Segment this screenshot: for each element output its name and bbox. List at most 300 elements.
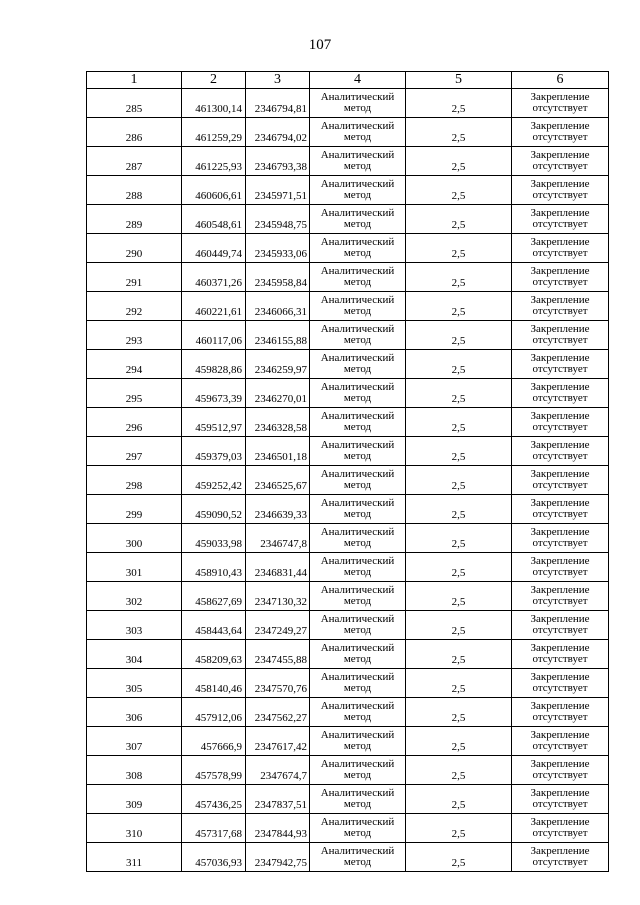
- point-number-cell: 304: [87, 640, 182, 669]
- table-row: [87, 495, 609, 524]
- y-coordinate-cell: 2346066,31: [246, 292, 310, 321]
- error-cell: 2,5: [406, 843, 512, 872]
- method-text-line1: Аналитический: [320, 613, 395, 625]
- fixing-text-line2: отсутствует: [532, 421, 588, 433]
- point-number-cell: 287: [87, 147, 182, 176]
- fixing-cell: [512, 785, 609, 814]
- x-coordinate-cell: 460449,74: [182, 234, 246, 263]
- method-cell: [310, 379, 406, 408]
- table-row: [87, 640, 609, 669]
- method-text-line1: Аналитический: [320, 410, 395, 422]
- method-text-line2: метод: [343, 421, 372, 433]
- x-coordinate-cell: 460548,61: [182, 205, 246, 234]
- fixing-cell: [512, 379, 609, 408]
- point-number-cell: 296: [87, 408, 182, 437]
- fixing-cell: [512, 466, 609, 495]
- method-cell: [310, 205, 406, 234]
- fixing-text-line2: отсутствует: [532, 769, 588, 781]
- point-number-cell: 295: [87, 379, 182, 408]
- table-row: [87, 785, 609, 814]
- table-row: [87, 553, 609, 582]
- error-cell: 2,5: [406, 437, 512, 466]
- fixing-text-line2: отсутствует: [532, 160, 588, 172]
- table-row: [87, 582, 609, 611]
- table-row: [87, 756, 609, 785]
- point-number-cell: 299: [87, 495, 182, 524]
- x-coordinate-cell: 461225,93: [182, 147, 246, 176]
- method-text-line2: метод: [343, 392, 372, 404]
- fixing-text-line1: Закрепление: [530, 352, 590, 364]
- method-text-line1: Аналитический: [320, 642, 395, 654]
- y-coordinate-cell: 2346525,67: [246, 466, 310, 495]
- x-coordinate-cell: 458910,43: [182, 553, 246, 582]
- y-coordinate-cell: 2347562,27: [246, 698, 310, 727]
- fixing-cell: [512, 611, 609, 640]
- fixing-cell: [512, 118, 609, 147]
- y-coordinate-cell: 2347674,7: [246, 756, 310, 785]
- method-cell: [310, 118, 406, 147]
- y-coordinate-cell: 2346793,38: [246, 147, 310, 176]
- fixing-cell: [512, 553, 609, 582]
- method-text-line2: метод: [343, 305, 372, 317]
- fixing-text-line2: отсутствует: [532, 479, 588, 491]
- fixing-text-line2: отсутствует: [532, 276, 588, 288]
- y-coordinate-cell: 2345948,75: [246, 205, 310, 234]
- table-row: [87, 698, 609, 727]
- y-coordinate-cell: 2346794,81: [246, 89, 310, 118]
- method-text-line2: метод: [343, 276, 372, 288]
- fixing-text-line1: Закрепление: [530, 468, 590, 480]
- fixing-text-line2: отсутствует: [532, 508, 588, 520]
- x-coordinate-cell: 459033,98: [182, 524, 246, 553]
- method-cell: [310, 669, 406, 698]
- x-coordinate-cell: 457317,68: [182, 814, 246, 843]
- method-text-line1: Аналитический: [320, 120, 395, 132]
- column-header-3: 3: [246, 72, 310, 89]
- method-text-line2: метод: [343, 334, 372, 346]
- fixing-cell: [512, 437, 609, 466]
- fixing-text-line1: Закрепление: [530, 149, 590, 161]
- fixing-text-line2: отсутствует: [532, 450, 588, 462]
- fixing-text-line1: Закрепление: [530, 642, 590, 654]
- point-number-cell: 303: [87, 611, 182, 640]
- point-number-cell: 310: [87, 814, 182, 843]
- x-coordinate-cell: 460371,26: [182, 263, 246, 292]
- error-cell: 2,5: [406, 350, 512, 379]
- method-cell: [310, 495, 406, 524]
- fixing-cell: [512, 524, 609, 553]
- x-coordinate-cell: 458140,46: [182, 669, 246, 698]
- fixing-cell: [512, 727, 609, 756]
- fixing-text-line2: отсутствует: [532, 363, 588, 375]
- fixing-text-line1: Закрепление: [530, 816, 590, 828]
- fixing-cell: [512, 89, 609, 118]
- error-cell: 2,5: [406, 524, 512, 553]
- fixing-text-line2: отсутствует: [532, 102, 588, 114]
- method-text-line2: метод: [343, 653, 372, 665]
- fixing-cell: [512, 321, 609, 350]
- fixing-text-line2: отсутствует: [532, 189, 588, 201]
- x-coordinate-cell: 461259,29: [182, 118, 246, 147]
- error-cell: 2,5: [406, 408, 512, 437]
- fixing-text-line2: отсутствует: [532, 334, 588, 346]
- fixing-cell: [512, 234, 609, 263]
- page-number: 107: [308, 37, 332, 53]
- method-cell: [310, 785, 406, 814]
- fixing-cell: [512, 669, 609, 698]
- fixing-cell: [512, 756, 609, 785]
- fixing-text-line2: отсутствует: [532, 247, 588, 259]
- error-cell: 2,5: [406, 89, 512, 118]
- point-number-cell: 288: [87, 176, 182, 205]
- fixing-text-line1: Закрепление: [530, 236, 590, 248]
- point-number-cell: 309: [87, 785, 182, 814]
- column-header-5: 5: [406, 72, 512, 89]
- method-cell: [310, 524, 406, 553]
- method-text-line1: Аналитический: [320, 149, 395, 161]
- table-row: [87, 234, 609, 263]
- table-row: [87, 843, 609, 872]
- point-number-cell: 307: [87, 727, 182, 756]
- fixing-cell: [512, 292, 609, 321]
- point-number-cell: 285: [87, 89, 182, 118]
- method-text-line2: метод: [343, 218, 372, 230]
- x-coordinate-cell: 458443,64: [182, 611, 246, 640]
- fixing-cell: [512, 495, 609, 524]
- method-cell: [310, 553, 406, 582]
- table-row: [87, 263, 609, 292]
- x-coordinate-cell: 457912,06: [182, 698, 246, 727]
- point-number-cell: 289: [87, 205, 182, 234]
- y-coordinate-cell: 2346639,33: [246, 495, 310, 524]
- error-cell: 2,5: [406, 640, 512, 669]
- y-coordinate-cell: 2347837,51: [246, 785, 310, 814]
- point-number-cell: 291: [87, 263, 182, 292]
- y-coordinate-cell: 2345958,84: [246, 263, 310, 292]
- method-cell: [310, 263, 406, 292]
- fixing-text-line2: отсутствует: [532, 595, 588, 607]
- table-row: [87, 89, 609, 118]
- point-number-cell: 297: [87, 437, 182, 466]
- table-row: [87, 292, 609, 321]
- method-text-line2: метод: [343, 189, 372, 201]
- method-text-line1: Аналитический: [320, 381, 395, 393]
- column-header-4: 4: [310, 72, 406, 89]
- method-text-line2: метод: [343, 102, 372, 114]
- method-text-line1: Аналитический: [320, 439, 395, 451]
- table-row: [87, 466, 609, 495]
- fixing-text-line1: Закрепление: [530, 439, 590, 451]
- fixing-cell: [512, 814, 609, 843]
- method-cell: [310, 234, 406, 263]
- method-text-line1: Аналитический: [320, 294, 395, 306]
- method-text-line1: Аналитический: [320, 265, 395, 277]
- method-cell: [310, 814, 406, 843]
- method-text-line2: метод: [343, 595, 372, 607]
- method-text-line2: метод: [343, 624, 372, 636]
- fixing-text-line2: отсутствует: [532, 798, 588, 810]
- method-text-line2: метод: [343, 682, 372, 694]
- y-coordinate-cell: 2347942,75: [246, 843, 310, 872]
- point-number-cell: 293: [87, 321, 182, 350]
- method-cell: [310, 727, 406, 756]
- fixing-text-line2: отсутствует: [532, 653, 588, 665]
- fixing-text-line1: Закрепление: [530, 178, 590, 190]
- error-cell: 2,5: [406, 234, 512, 263]
- fixing-text-line2: отсутствует: [532, 218, 588, 230]
- method-text-line1: Аналитический: [320, 816, 395, 828]
- method-cell: [310, 582, 406, 611]
- fixing-text-line1: Закрепление: [530, 845, 590, 857]
- fixing-text-line1: Закрепление: [530, 526, 590, 538]
- method-text-line1: Аналитический: [320, 729, 395, 741]
- fixing-cell: [512, 698, 609, 727]
- method-cell: [310, 756, 406, 785]
- y-coordinate-cell: 2347570,76: [246, 669, 310, 698]
- x-coordinate-cell: 459512,97: [182, 408, 246, 437]
- fixing-text-line1: Закрепление: [530, 91, 590, 103]
- error-cell: 2,5: [406, 205, 512, 234]
- table-row: [87, 176, 609, 205]
- fixing-text-line1: Закрепление: [530, 410, 590, 422]
- table-row: [87, 814, 609, 843]
- method-cell: [310, 292, 406, 321]
- x-coordinate-cell: 459252,42: [182, 466, 246, 495]
- y-coordinate-cell: 2346794,02: [246, 118, 310, 147]
- fixing-text-line1: Закрепление: [530, 323, 590, 335]
- fixing-cell: [512, 582, 609, 611]
- method-text-line2: метод: [343, 537, 372, 549]
- fixing-text-line1: Закрепление: [530, 671, 590, 683]
- fixing-text-line2: отсутствует: [532, 537, 588, 549]
- error-cell: 2,5: [406, 553, 512, 582]
- point-number-cell: 286: [87, 118, 182, 147]
- point-number-cell: 308: [87, 756, 182, 785]
- table-header-row: [87, 72, 609, 89]
- method-text-line2: метод: [343, 508, 372, 520]
- error-cell: 2,5: [406, 611, 512, 640]
- fixing-text-line2: отсутствует: [532, 856, 588, 868]
- fixing-text-line1: Закрепление: [530, 787, 590, 799]
- x-coordinate-cell: 457578,99: [182, 756, 246, 785]
- y-coordinate-cell: 2346747,8: [246, 524, 310, 553]
- method-text-line2: метод: [343, 769, 372, 781]
- fixing-text-line1: Закрепление: [530, 758, 590, 770]
- y-coordinate-cell: 2346270,01: [246, 379, 310, 408]
- fixing-text-line1: Закрепление: [530, 265, 590, 277]
- error-cell: 2,5: [406, 582, 512, 611]
- fixing-cell: [512, 147, 609, 176]
- method-cell: [310, 698, 406, 727]
- y-coordinate-cell: 2345933,06: [246, 234, 310, 263]
- method-text-line2: метод: [343, 711, 372, 723]
- method-text-line2: метод: [343, 479, 372, 491]
- table-row: [87, 379, 609, 408]
- method-cell: [310, 466, 406, 495]
- fixing-text-line2: отсутствует: [532, 827, 588, 839]
- point-number-cell: 294: [87, 350, 182, 379]
- method-text-line2: метод: [343, 450, 372, 462]
- fixing-text-line1: Закрепление: [530, 555, 590, 567]
- y-coordinate-cell: 2347844,93: [246, 814, 310, 843]
- x-coordinate-cell: 461300,14: [182, 89, 246, 118]
- fixing-cell: [512, 205, 609, 234]
- method-text-line1: Аналитический: [320, 555, 395, 567]
- method-cell: [310, 408, 406, 437]
- method-cell: [310, 147, 406, 176]
- x-coordinate-cell: 459379,03: [182, 437, 246, 466]
- point-number-cell: 300: [87, 524, 182, 553]
- x-coordinate-cell: 459673,39: [182, 379, 246, 408]
- fixing-text-line2: отсутствует: [532, 305, 588, 317]
- error-cell: 2,5: [406, 292, 512, 321]
- y-coordinate-cell: 2347617,42: [246, 727, 310, 756]
- y-coordinate-cell: 2346259,97: [246, 350, 310, 379]
- table-row: [87, 205, 609, 234]
- fixing-cell: [512, 640, 609, 669]
- point-number-cell: 298: [87, 466, 182, 495]
- x-coordinate-cell: 458627,69: [182, 582, 246, 611]
- method-text-line1: Аналитический: [320, 584, 395, 596]
- fixing-cell: [512, 350, 609, 379]
- method-text-line1: Аналитический: [320, 207, 395, 219]
- x-coordinate-cell: 459828,86: [182, 350, 246, 379]
- fixing-text-line2: отсутствует: [532, 624, 588, 636]
- method-cell: [310, 611, 406, 640]
- fixing-text-line1: Закрепление: [530, 207, 590, 219]
- error-cell: 2,5: [406, 814, 512, 843]
- method-text-line2: метод: [343, 131, 372, 143]
- fixing-text-line1: Закрепление: [530, 613, 590, 625]
- fixing-text-line2: отсутствует: [532, 711, 588, 723]
- method-text-line1: Аналитический: [320, 758, 395, 770]
- table-row: [87, 611, 609, 640]
- table-row: [87, 118, 609, 147]
- method-text-line1: Аналитический: [320, 787, 395, 799]
- method-cell: [310, 437, 406, 466]
- point-number-cell: 290: [87, 234, 182, 263]
- method-text-line1: Аналитический: [320, 700, 395, 712]
- y-coordinate-cell: 2347455,88: [246, 640, 310, 669]
- method-text-line1: Аналитический: [320, 671, 395, 683]
- fixing-text-line1: Закрепление: [530, 120, 590, 132]
- table-row: [87, 350, 609, 379]
- error-cell: 2,5: [406, 379, 512, 408]
- error-cell: 2,5: [406, 495, 512, 524]
- fixing-text-line1: Закрепление: [530, 294, 590, 306]
- error-cell: 2,5: [406, 263, 512, 292]
- method-text-line2: метод: [343, 566, 372, 578]
- point-number-cell: 292: [87, 292, 182, 321]
- error-cell: 2,5: [406, 147, 512, 176]
- error-cell: 2,5: [406, 785, 512, 814]
- y-coordinate-cell: 2346155,88: [246, 321, 310, 350]
- method-text-line1: Аналитический: [320, 497, 395, 509]
- y-coordinate-cell: 2345971,51: [246, 176, 310, 205]
- fixing-text-line2: отсутствует: [532, 740, 588, 752]
- error-cell: 2,5: [406, 727, 512, 756]
- fixing-text-line2: отсутствует: [532, 131, 588, 143]
- table-row: [87, 321, 609, 350]
- fixing-text-line1: Закрепление: [530, 497, 590, 509]
- point-number-cell: 311: [87, 843, 182, 872]
- fixing-text-line2: отсутствует: [532, 566, 588, 578]
- method-cell: [310, 350, 406, 379]
- table-row: [87, 437, 609, 466]
- fixing-text-line1: Закрепление: [530, 584, 590, 596]
- point-number-cell: 301: [87, 553, 182, 582]
- error-cell: 2,5: [406, 321, 512, 350]
- x-coordinate-cell: 460221,61: [182, 292, 246, 321]
- x-coordinate-cell: 457036,93: [182, 843, 246, 872]
- fixing-cell: [512, 408, 609, 437]
- method-text-line1: Аналитический: [320, 845, 395, 857]
- fixing-cell: [512, 843, 609, 872]
- table-row: [87, 524, 609, 553]
- method-text-line2: метод: [343, 798, 372, 810]
- method-text-line1: Аналитический: [320, 352, 395, 364]
- fixing-cell: [512, 263, 609, 292]
- x-coordinate-cell: 458209,63: [182, 640, 246, 669]
- method-text-line1: Аналитический: [320, 236, 395, 248]
- fixing-text-line2: отсутствует: [532, 682, 588, 694]
- table-row: [87, 727, 609, 756]
- method-text-line1: Аналитический: [320, 468, 395, 480]
- point-number-cell: 302: [87, 582, 182, 611]
- x-coordinate-cell: 457666,9: [182, 727, 246, 756]
- method-text-line1: Аналитический: [320, 526, 395, 538]
- coordinates-table: [86, 71, 609, 872]
- x-coordinate-cell: 457436,25: [182, 785, 246, 814]
- table-row: [87, 408, 609, 437]
- fixing-text-line1: Закрепление: [530, 700, 590, 712]
- fixing-cell: [512, 176, 609, 205]
- column-header-1: 1: [87, 72, 182, 89]
- error-cell: 2,5: [406, 756, 512, 785]
- error-cell: 2,5: [406, 698, 512, 727]
- y-coordinate-cell: 2347130,32: [246, 582, 310, 611]
- fixing-text-line1: Закрепление: [530, 381, 590, 393]
- method-cell: [310, 640, 406, 669]
- fixing-text-line2: отсутствует: [532, 392, 588, 404]
- y-coordinate-cell: 2346831,44: [246, 553, 310, 582]
- method-cell: [310, 843, 406, 872]
- method-text-line2: метод: [343, 247, 372, 259]
- column-header-2: 2: [182, 72, 246, 89]
- x-coordinate-cell: 460606,61: [182, 176, 246, 205]
- y-coordinate-cell: 2346501,18: [246, 437, 310, 466]
- y-coordinate-cell: 2346328,58: [246, 408, 310, 437]
- method-text-line2: метод: [343, 160, 372, 172]
- method-text-line2: метод: [343, 827, 372, 839]
- error-cell: 2,5: [406, 466, 512, 495]
- method-text-line2: метод: [343, 856, 372, 868]
- method-text-line1: Аналитический: [320, 178, 395, 190]
- method-cell: [310, 89, 406, 118]
- method-text-line2: метод: [343, 740, 372, 752]
- error-cell: 2,5: [406, 118, 512, 147]
- error-cell: 2,5: [406, 176, 512, 205]
- point-number-cell: 306: [87, 698, 182, 727]
- method-text-line2: метод: [343, 363, 372, 375]
- point-number-cell: 305: [87, 669, 182, 698]
- error-cell: 2,5: [406, 669, 512, 698]
- method-text-line1: Аналитический: [320, 323, 395, 335]
- method-cell: [310, 176, 406, 205]
- table-row: [87, 669, 609, 698]
- column-header-6: 6: [512, 72, 609, 89]
- table-row: [87, 147, 609, 176]
